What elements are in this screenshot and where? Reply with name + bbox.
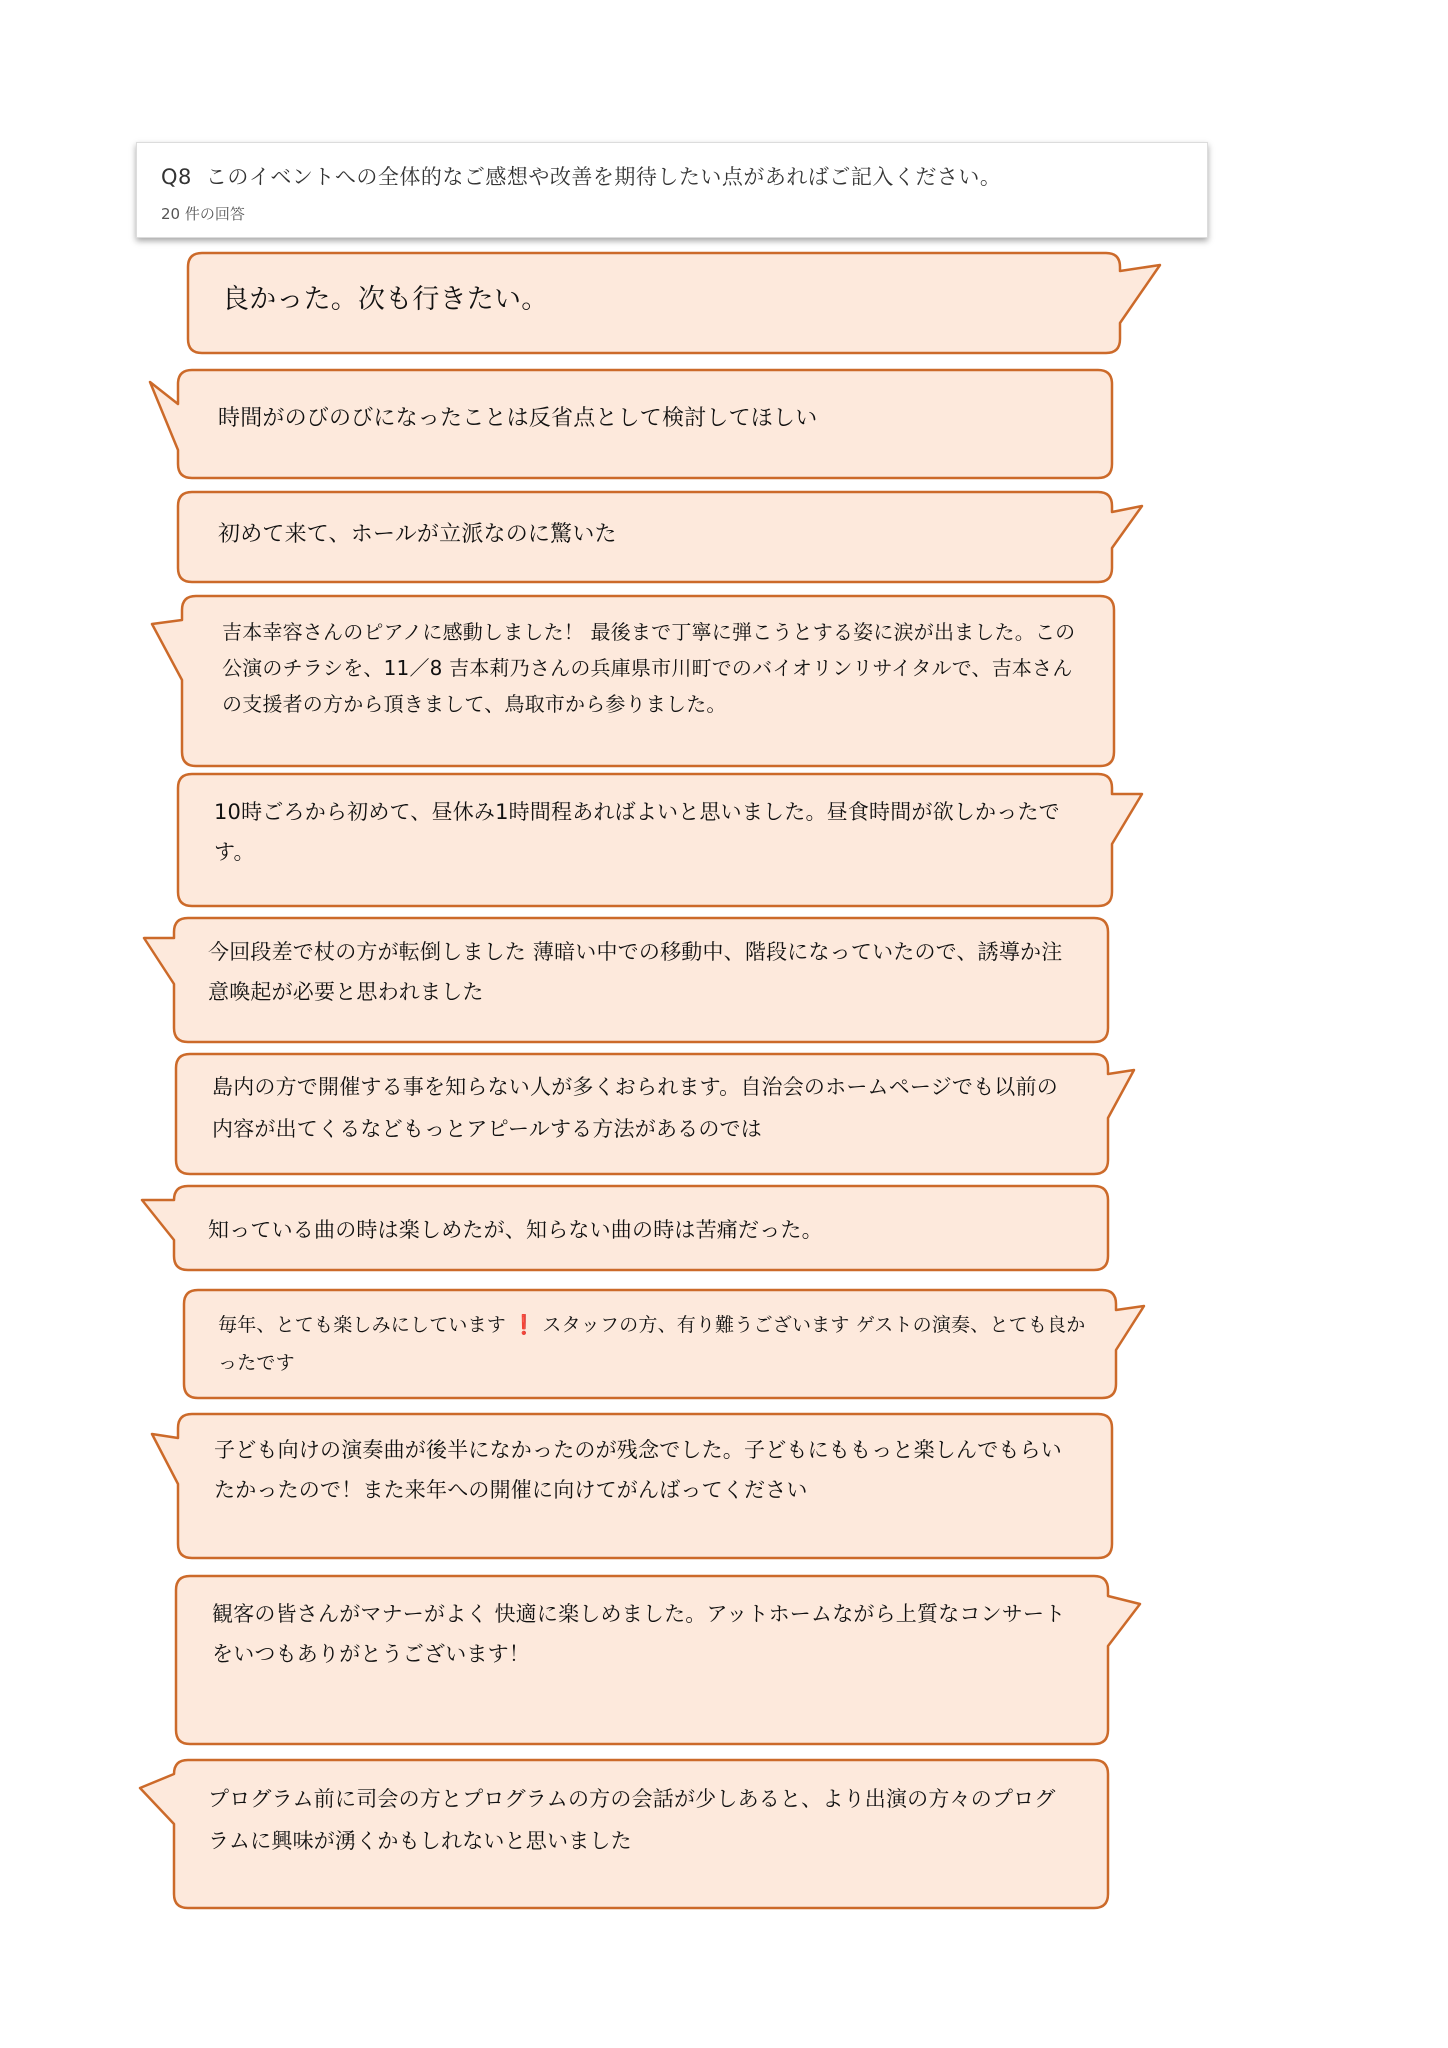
response-text: 時間がのびのびになったことは反省点として検討してほしい	[218, 406, 818, 431]
response-bubble	[178, 492, 1112, 582]
response-text: 10時ごろから初めて、昼休み1時間程あればよいと思いました。昼食時間が欲しかったです。	[214, 800, 1060, 864]
response-text: 吉本幸容さんのピアノに感動しました！ 最後まで丁寧に弾こうとする姿に涙が出ました。この公演のチラシを、11／8 吉本莉乃さんの兵庫県市川町でのバイオリンリサイタルで、吉本さんの支援者の方から頂きまして、鳥取市から参りました。	[222, 620, 1076, 716]
response-bubble	[176, 1054, 1108, 1174]
response-bubble	[182, 596, 1114, 766]
question-title	[161, 161, 1183, 191]
response-text: 知っている曲の時は楽しめたが、知らない曲の時は苦痛だった。	[208, 1218, 823, 1242]
response-bubble	[178, 774, 1112, 906]
response-bubble	[174, 918, 1108, 1042]
response-bubble	[184, 1290, 1116, 1398]
response-text: 今回段差で杖の方が転倒しました 薄暗い中での移動中、階段になっていたので、誘導か注意喚起が必要と思われました	[208, 940, 1063, 1004]
response-bubble	[178, 370, 1112, 478]
response-text	[218, 1306, 1088, 1382]
response-bubble	[174, 1760, 1108, 1908]
question-card	[136, 142, 1208, 238]
response-bubble	[178, 1414, 1112, 1558]
response-bubble	[188, 253, 1120, 353]
question-number: Q8	[161, 165, 192, 189]
response-text: 子ども向けの演奏曲が後半になかったのが残念でした。子どもにももっと楽しんでもらいたかったので！また来年への開催に向けてがんばってください	[214, 1438, 1062, 1502]
response-text: 良かった。次も行きたい。	[222, 284, 549, 315]
response-bubble	[176, 1576, 1108, 1744]
response-text: 初めて来て、ホールが立派なのに驚いた	[218, 522, 617, 547]
response-text-part2: スタッフの方、有り難うございます ゲストの演奏、とても良かったです	[218, 1314, 1086, 1374]
response-bubble	[174, 1186, 1108, 1270]
exclamation-icon: ❗	[512, 1314, 537, 1336]
response-text: 観客の皆さんがマナーがよく 快適に楽しめました。アットホームながら上質なコンサートをいつもありがとうございます！	[212, 1602, 1066, 1666]
response-text: 島内の方で開催する事を知らない人が多くおられます。自治会のホームページでも以前の内容が出てくるなどもっとアピールする方法があるのでは	[212, 1075, 1058, 1141]
response-text-part1: 毎年、とても楽しみにしています	[218, 1314, 507, 1336]
response-count: 20 件の回答	[161, 205, 245, 223]
response-text: プログラム前に司会の方とプログラムの方の会話が少しあると、より出演の方々のプログラムに興味が湧くかもしれないと思いました	[208, 1787, 1056, 1853]
question-text: このイベントへの全体的なご感想や改善を期待したい点があればご記入ください。	[205, 165, 1002, 189]
